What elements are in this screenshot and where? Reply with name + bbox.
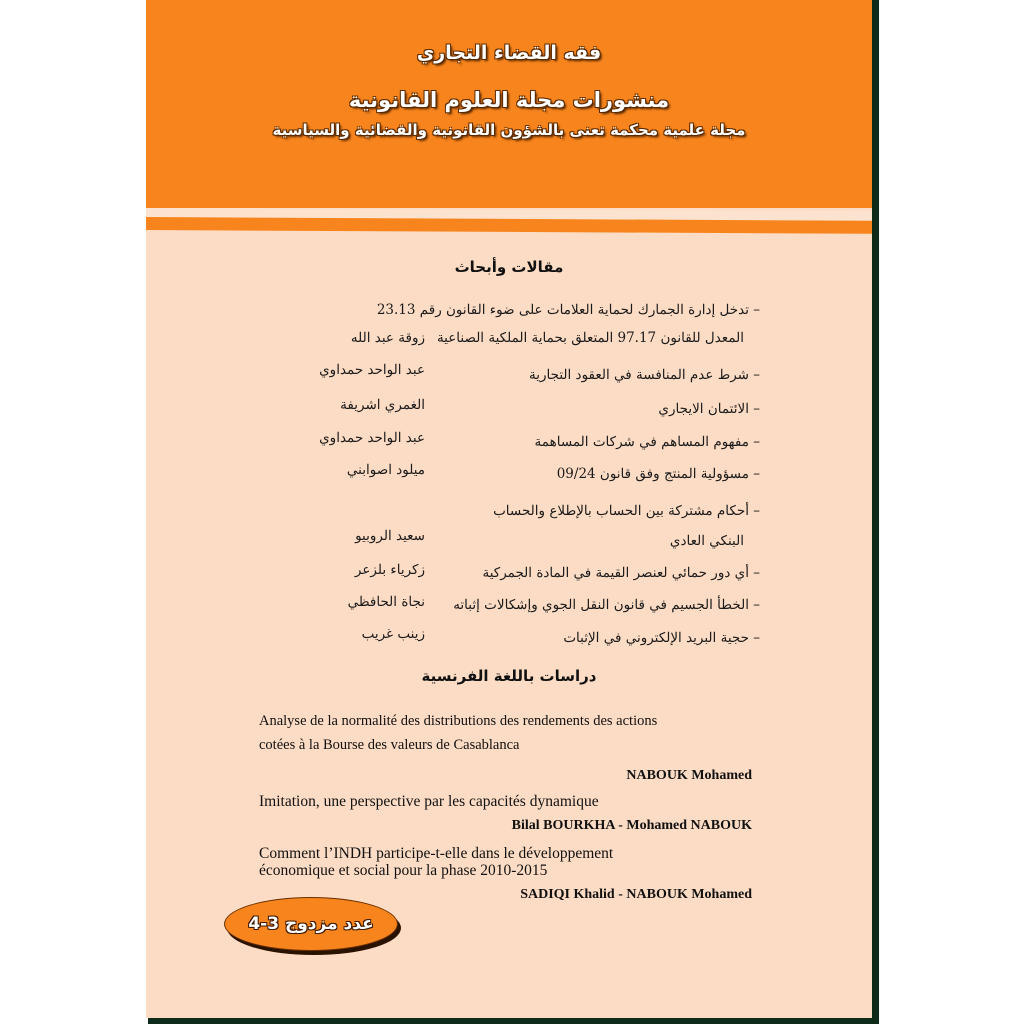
toc-entry — [482, 565, 760, 581]
article-title-continued: المعدل للقانون 97.17 المتعلق بحماية الملكية الصناعية — [436, 330, 744, 346]
arabic-section-title: مقالات وأبحاث — [454, 258, 564, 276]
toc-entry — [658, 401, 760, 417]
toc-entry — [557, 466, 760, 482]
toc-entry-continuation — [437, 330, 744, 346]
article-author: عبد الواحد حمداوي — [319, 430, 425, 446]
french-article-title-continued: économique et social pour la phase 2010-2015 — [259, 862, 548, 879]
article-title: – الخطأ الجسيم في قانون النقل الجوي وإشكالات إثباته — [453, 597, 760, 613]
article-author: سعيد الروبيو — [355, 528, 425, 544]
article-title: – مسؤولية المنتج وفق قانون 09/24 — [556, 466, 760, 482]
toc-entry — [453, 597, 760, 613]
double-issue-badge — [224, 897, 398, 951]
article-title: – أحكام مشتركة بين الحساب بالإطلاع والحساب — [493, 503, 760, 519]
french-article-author: Bilal BOURKHA - Mohamed NABOUK — [511, 818, 752, 833]
french-section-title: دراسات باللغة الفرنسية — [421, 667, 597, 685]
journal-subtitle: مجلة علمية محكمة تعنى بالشؤون القانونية والقضائية والسياسية — [272, 121, 746, 139]
publisher-title: منشورات مجلة العلوم القانونية — [348, 88, 670, 112]
article-title: – أي دور حمائي لعنصر القيمة في المادة الجمركية — [482, 565, 760, 581]
article-author: ميلود اصوابني — [346, 462, 425, 478]
article-title: – الائتمان الايجاري — [658, 401, 760, 417]
article-author: نجاة الحافظي — [347, 594, 425, 610]
article-author: الغمري اشريفة — [340, 397, 425, 413]
article-title: – تدخل إدارة الجمارك لحماية العلامات على ضوء القانون رقم 23.13 — [376, 302, 760, 318]
article-author: زينب غريب — [361, 626, 425, 642]
article-title: – حجية البريد الإلكتروني في الإثبات — [563, 630, 760, 646]
toc-entry — [493, 503, 760, 519]
french-article-title: Imitation, une perspective par les capacités dynamique — [259, 793, 599, 810]
article-title: – مفهوم المساهم في شركات المساهمة — [534, 434, 760, 450]
divider-stripe-orange — [146, 217, 872, 234]
french-article-author: NABOUK Mohamed — [626, 768, 752, 783]
toc-entry-continuation — [670, 533, 744, 549]
french-article-title: Comment l’INDH participe-t-elle dans le développement — [259, 845, 614, 862]
toc-entry — [529, 367, 760, 383]
toc-entry — [377, 302, 760, 318]
journal-back-cover — [146, 0, 872, 1018]
journal-series-title: فقه القضاء التجاري — [416, 42, 602, 64]
french-article-title: Analyse de la normalité des distributions des rendements des actions — [259, 713, 658, 729]
article-title: – شرط عدم المنافسة في العقود التجارية — [528, 367, 760, 383]
badge-label: عدد مزدوج 3-4 — [248, 914, 374, 934]
article-author: عبد الواحد حمداوي — [319, 362, 425, 378]
toc-entry — [535, 434, 760, 450]
toc-entry — [563, 630, 760, 646]
french-article-author: SADIQI Khalid - NABOUK Mohamed — [520, 887, 752, 902]
french-article-title-continued: cotées à la Bourse des valeurs de Casablanca — [259, 737, 520, 753]
article-title-continued: البنكي العادي — [669, 533, 744, 549]
article-author: زوقة عبد الله — [350, 330, 425, 346]
article-author: زكرياء بلزعر — [354, 562, 425, 578]
